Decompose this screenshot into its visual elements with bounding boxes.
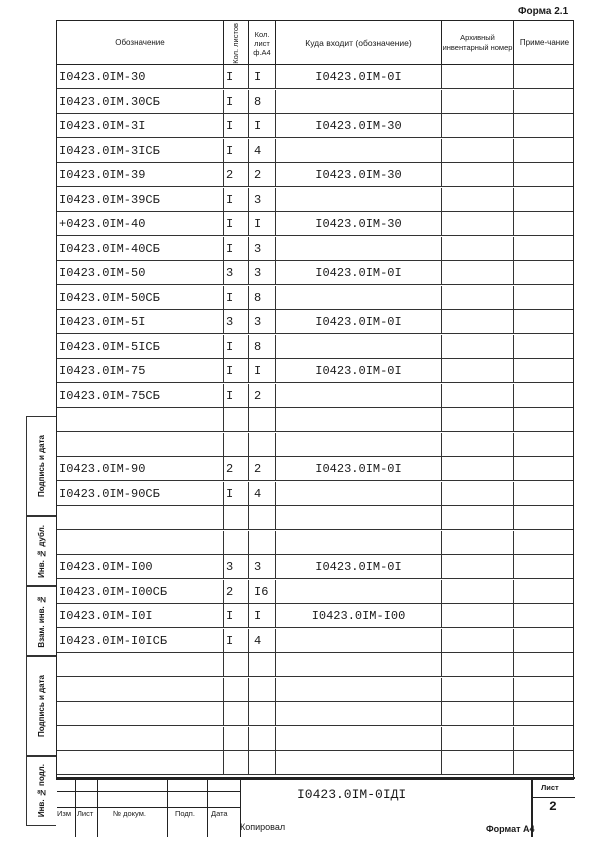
designation-cell: I0423.0IM-I00 bbox=[57, 555, 224, 578]
sheets-cell bbox=[249, 678, 276, 701]
sheets-cell: 8 bbox=[249, 286, 276, 309]
note-cell bbox=[514, 65, 575, 88]
designation-cell bbox=[57, 408, 224, 431]
designation-cell: I0423.0IM-5IСБ bbox=[57, 335, 224, 358]
archive-cell bbox=[442, 335, 514, 358]
table-row bbox=[57, 678, 573, 702]
table-row bbox=[57, 237, 573, 261]
designation-cell: I0423.0IM-30 bbox=[57, 65, 224, 88]
qty-cell: I bbox=[224, 286, 249, 309]
header-designation: Обозначение bbox=[57, 21, 224, 65]
archive-cell bbox=[442, 751, 514, 774]
where-used-cell: I0423.0IM-0I bbox=[276, 359, 442, 382]
note-cell bbox=[514, 237, 575, 260]
stamp-col-doc: № докум. bbox=[113, 809, 146, 818]
table-row bbox=[57, 65, 573, 89]
qty-cell: 2 bbox=[224, 163, 249, 186]
sheets-cell bbox=[249, 702, 276, 725]
header-where-used: Куда входит (обозначение) bbox=[276, 21, 442, 65]
sheets-cell: 3 bbox=[249, 237, 276, 260]
note-cell bbox=[514, 629, 575, 652]
table-row bbox=[57, 531, 573, 555]
table-row bbox=[57, 653, 573, 677]
note-cell bbox=[514, 114, 575, 137]
note-cell bbox=[514, 139, 575, 162]
sheets-cell: 3 bbox=[249, 188, 276, 211]
note-cell bbox=[514, 261, 575, 284]
archive-cell bbox=[442, 90, 514, 113]
note-cell bbox=[514, 604, 575, 627]
format-label: Формат А4 bbox=[486, 824, 535, 834]
note-cell bbox=[514, 531, 575, 554]
table-row bbox=[57, 163, 573, 187]
designation-cell: I0423.0IM-I0IСБ bbox=[57, 629, 224, 652]
sheets-cell: 4 bbox=[249, 139, 276, 162]
where-used-cell bbox=[276, 433, 442, 456]
sheets-cell: 3 bbox=[249, 261, 276, 284]
designation-cell bbox=[57, 531, 224, 554]
archive-cell bbox=[442, 653, 514, 676]
sheets-cell: I bbox=[249, 65, 276, 88]
archive-cell bbox=[442, 629, 514, 652]
archive-cell bbox=[442, 727, 514, 750]
note-cell bbox=[514, 212, 575, 235]
note-cell bbox=[514, 188, 575, 211]
archive-cell bbox=[442, 457, 514, 480]
archive-cell bbox=[442, 139, 514, 162]
table-row bbox=[57, 212, 573, 236]
qty-cell bbox=[224, 751, 249, 774]
where-used-cell: I0423.0IM-0I bbox=[276, 65, 442, 88]
designation-cell bbox=[57, 678, 224, 701]
qty-cell bbox=[224, 678, 249, 701]
note-cell bbox=[514, 751, 575, 774]
where-used-cell bbox=[276, 751, 442, 774]
designation-cell: I0423.0IM.30СБ bbox=[57, 90, 224, 113]
qty-cell: 3 bbox=[224, 555, 249, 578]
archive-cell bbox=[442, 212, 514, 235]
archive-cell bbox=[442, 678, 514, 701]
header-qty-a4: Кол. лист ф.А4 bbox=[249, 21, 276, 65]
table-row bbox=[57, 310, 573, 334]
archive-cell bbox=[442, 531, 514, 554]
qty-cell: 2 bbox=[224, 457, 249, 480]
sheets-cell: 4 bbox=[249, 629, 276, 652]
archive-cell bbox=[442, 286, 514, 309]
note-cell bbox=[514, 359, 575, 382]
note-cell bbox=[514, 727, 575, 750]
table-row bbox=[57, 114, 573, 138]
side-label-dup-inv: Инв. № дубл. bbox=[26, 516, 56, 586]
note-cell bbox=[514, 702, 575, 725]
table-row bbox=[57, 482, 573, 506]
table-row bbox=[57, 604, 573, 628]
table-header bbox=[57, 21, 573, 65]
table-row bbox=[57, 408, 573, 432]
designation-cell: I0423.0IM-50СБ bbox=[57, 286, 224, 309]
archive-cell bbox=[442, 261, 514, 284]
designation-cell: I0423.0IM-90 bbox=[57, 457, 224, 480]
qty-cell: I bbox=[224, 90, 249, 113]
table-row bbox=[57, 384, 573, 408]
archive-cell bbox=[442, 433, 514, 456]
header-note: Приме-чание bbox=[519, 38, 570, 47]
archive-cell bbox=[442, 506, 514, 529]
where-used-cell bbox=[276, 482, 442, 505]
qty-cell bbox=[224, 727, 249, 750]
where-used-cell bbox=[276, 727, 442, 750]
table-row bbox=[57, 555, 573, 579]
sheets-cell: 3 bbox=[249, 555, 276, 578]
sheets-cell: 4 bbox=[249, 482, 276, 505]
designation-cell: I0423.0IM-5I bbox=[57, 310, 224, 333]
table-row bbox=[57, 727, 573, 751]
archive-cell bbox=[442, 580, 514, 603]
table-row bbox=[57, 580, 573, 604]
archive-cell bbox=[442, 114, 514, 137]
designation-cell: I0423.0IM-75 bbox=[57, 359, 224, 382]
designation-cell bbox=[57, 702, 224, 725]
designation-cell: I0423.0IM-50 bbox=[57, 261, 224, 284]
side-label-replace-inv: Взам. инв. № bbox=[26, 586, 56, 656]
note-cell bbox=[514, 90, 575, 113]
sheets-cell: I bbox=[249, 114, 276, 137]
header-archive: Архивный инвентарный номер bbox=[442, 21, 514, 65]
qty-cell bbox=[224, 702, 249, 725]
stamp-doc-number: I0423.0IM-0IДI bbox=[297, 787, 407, 802]
table-row bbox=[57, 286, 573, 310]
qty-cell: I bbox=[224, 384, 249, 407]
designation-cell bbox=[57, 727, 224, 750]
qty-cell: 3 bbox=[224, 310, 249, 333]
side-label-orig-inv: Инв. № подл. bbox=[26, 756, 56, 826]
stamp-col-date: Дата bbox=[211, 809, 228, 818]
sheets-cell bbox=[249, 433, 276, 456]
sheets-cell bbox=[249, 751, 276, 774]
where-used-cell bbox=[276, 580, 442, 603]
where-used-cell: I0423.0IM-0I bbox=[276, 310, 442, 333]
note-cell bbox=[514, 286, 575, 309]
designation-cell bbox=[57, 751, 224, 774]
stamp-sheet-label: Лист bbox=[541, 783, 559, 792]
archive-cell bbox=[442, 482, 514, 505]
note-cell bbox=[514, 506, 575, 529]
where-used-cell bbox=[276, 629, 442, 652]
archive-cell bbox=[442, 237, 514, 260]
side-label-signature-date: Подпись и дата bbox=[26, 416, 56, 516]
where-used-cell: I0423.0IM-30 bbox=[276, 163, 442, 186]
qty-cell: I bbox=[224, 604, 249, 627]
note-cell bbox=[514, 678, 575, 701]
where-used-cell bbox=[276, 188, 442, 211]
note-cell bbox=[514, 457, 575, 480]
sheets-cell: 2 bbox=[249, 457, 276, 480]
qty-cell: I bbox=[224, 188, 249, 211]
table-row bbox=[57, 139, 573, 163]
stamp-sheet-number: 2 bbox=[549, 799, 557, 814]
qty-cell: I bbox=[224, 629, 249, 652]
table-row bbox=[57, 188, 573, 212]
side-label-signature-date-2: Подпись и дата bbox=[26, 656, 56, 756]
designation-cell: I0423.0IM-3I bbox=[57, 114, 224, 137]
sheets-cell: 8 bbox=[249, 335, 276, 358]
sheets-cell: I bbox=[249, 604, 276, 627]
archive-cell bbox=[442, 359, 514, 382]
archive-cell bbox=[442, 384, 514, 407]
qty-cell: I bbox=[224, 237, 249, 260]
note-cell bbox=[514, 653, 575, 676]
archive-cell bbox=[442, 604, 514, 627]
qty-cell: 2 bbox=[224, 580, 249, 603]
qty-cell: I bbox=[224, 359, 249, 382]
designation-cell: I0423.0IM-39СБ bbox=[57, 188, 224, 211]
qty-cell bbox=[224, 433, 249, 456]
qty-cell: 3 bbox=[224, 261, 249, 284]
sheets-cell: I bbox=[249, 212, 276, 235]
sheets-cell bbox=[249, 408, 276, 431]
designation-cell: I0423.0IM-39 bbox=[57, 163, 224, 186]
where-used-cell bbox=[276, 678, 442, 701]
table-row bbox=[57, 261, 573, 285]
sheets-cell bbox=[249, 531, 276, 554]
archive-cell bbox=[442, 163, 514, 186]
stamp-col-change: Изм bbox=[57, 809, 71, 818]
designation-cell bbox=[57, 433, 224, 456]
where-used-cell bbox=[276, 139, 442, 162]
stamp-col-sheet: Лист bbox=[77, 809, 94, 818]
note-cell bbox=[514, 408, 575, 431]
designation-cell: I0423.0IM-40СБ bbox=[57, 237, 224, 260]
note-cell bbox=[514, 335, 575, 358]
table-row bbox=[57, 359, 573, 383]
designation-cell bbox=[57, 506, 224, 529]
note-cell bbox=[514, 433, 575, 456]
archive-cell bbox=[442, 555, 514, 578]
where-used-cell bbox=[276, 237, 442, 260]
sheets-cell: 2 bbox=[249, 384, 276, 407]
archive-cell bbox=[442, 702, 514, 725]
qty-cell bbox=[224, 506, 249, 529]
designation-cell: I0423.0IM-90СБ bbox=[57, 482, 224, 505]
qty-cell bbox=[224, 653, 249, 676]
where-used-cell bbox=[276, 90, 442, 113]
table-row bbox=[57, 90, 573, 114]
form-number: Форма 2.1 bbox=[518, 6, 569, 17]
archive-cell bbox=[442, 310, 514, 333]
archive-cell bbox=[442, 65, 514, 88]
where-used-cell bbox=[276, 702, 442, 725]
table-row bbox=[57, 751, 573, 775]
copied-label: Копировал bbox=[240, 822, 286, 832]
table-row bbox=[57, 335, 573, 359]
sheets-cell: 2 bbox=[249, 163, 276, 186]
designation-cell: I0423.0IM-I00СБ bbox=[57, 580, 224, 603]
where-used-cell bbox=[276, 531, 442, 554]
note-cell bbox=[514, 580, 575, 603]
where-used-cell: I0423.0IM-0I bbox=[276, 457, 442, 480]
where-used-cell: I0423.0IM-0I bbox=[276, 261, 442, 284]
qty-cell: I bbox=[224, 139, 249, 162]
designation-cell bbox=[57, 653, 224, 676]
qty-cell bbox=[224, 408, 249, 431]
document-sheet bbox=[56, 20, 574, 818]
sheets-cell: 3 bbox=[249, 310, 276, 333]
table-row bbox=[57, 457, 573, 481]
table-row bbox=[57, 506, 573, 530]
note-cell bbox=[514, 310, 575, 333]
stamp-col-sign: Подп. bbox=[175, 809, 195, 818]
sheets-cell bbox=[249, 506, 276, 529]
table-row bbox=[57, 433, 573, 457]
where-used-cell bbox=[276, 408, 442, 431]
qty-cell bbox=[224, 531, 249, 554]
where-used-cell: I0423.0IM-I00 bbox=[276, 604, 442, 627]
qty-cell: I bbox=[224, 114, 249, 137]
table-row bbox=[57, 702, 573, 726]
where-used-cell: I0423.0IM-30 bbox=[276, 114, 442, 137]
note-cell bbox=[514, 555, 575, 578]
where-used-cell bbox=[276, 286, 442, 309]
designation-cell: I0423.0IM-75СБ bbox=[57, 384, 224, 407]
header-qty: Кол. листов bbox=[224, 21, 249, 65]
designation-cell: I0423.0IM-3IСБ bbox=[57, 139, 224, 162]
qty-cell: I bbox=[224, 482, 249, 505]
note-cell bbox=[514, 163, 575, 186]
table-row bbox=[57, 629, 573, 653]
sheets-cell bbox=[249, 727, 276, 750]
sheets-cell bbox=[249, 653, 276, 676]
sheets-cell: 8 bbox=[249, 90, 276, 113]
qty-cell: I bbox=[224, 335, 249, 358]
where-used-cell: I0423.0IM-0I bbox=[276, 555, 442, 578]
archive-cell bbox=[442, 408, 514, 431]
designation-cell: +0423.0IM-40 bbox=[57, 212, 224, 235]
designation-cell: I0423.0IM-I0I bbox=[57, 604, 224, 627]
where-used-cell bbox=[276, 653, 442, 676]
sheets-cell: I6 bbox=[249, 580, 276, 603]
note-cell bbox=[514, 482, 575, 505]
qty-cell: I bbox=[224, 65, 249, 88]
where-used-cell bbox=[276, 506, 442, 529]
where-used-cell bbox=[276, 384, 442, 407]
sheets-cell: I bbox=[249, 359, 276, 382]
qty-cell: I bbox=[224, 212, 249, 235]
note-cell bbox=[514, 384, 575, 407]
where-used-cell bbox=[276, 335, 442, 358]
where-used-cell: I0423.0IM-30 bbox=[276, 212, 442, 235]
archive-cell bbox=[442, 188, 514, 211]
